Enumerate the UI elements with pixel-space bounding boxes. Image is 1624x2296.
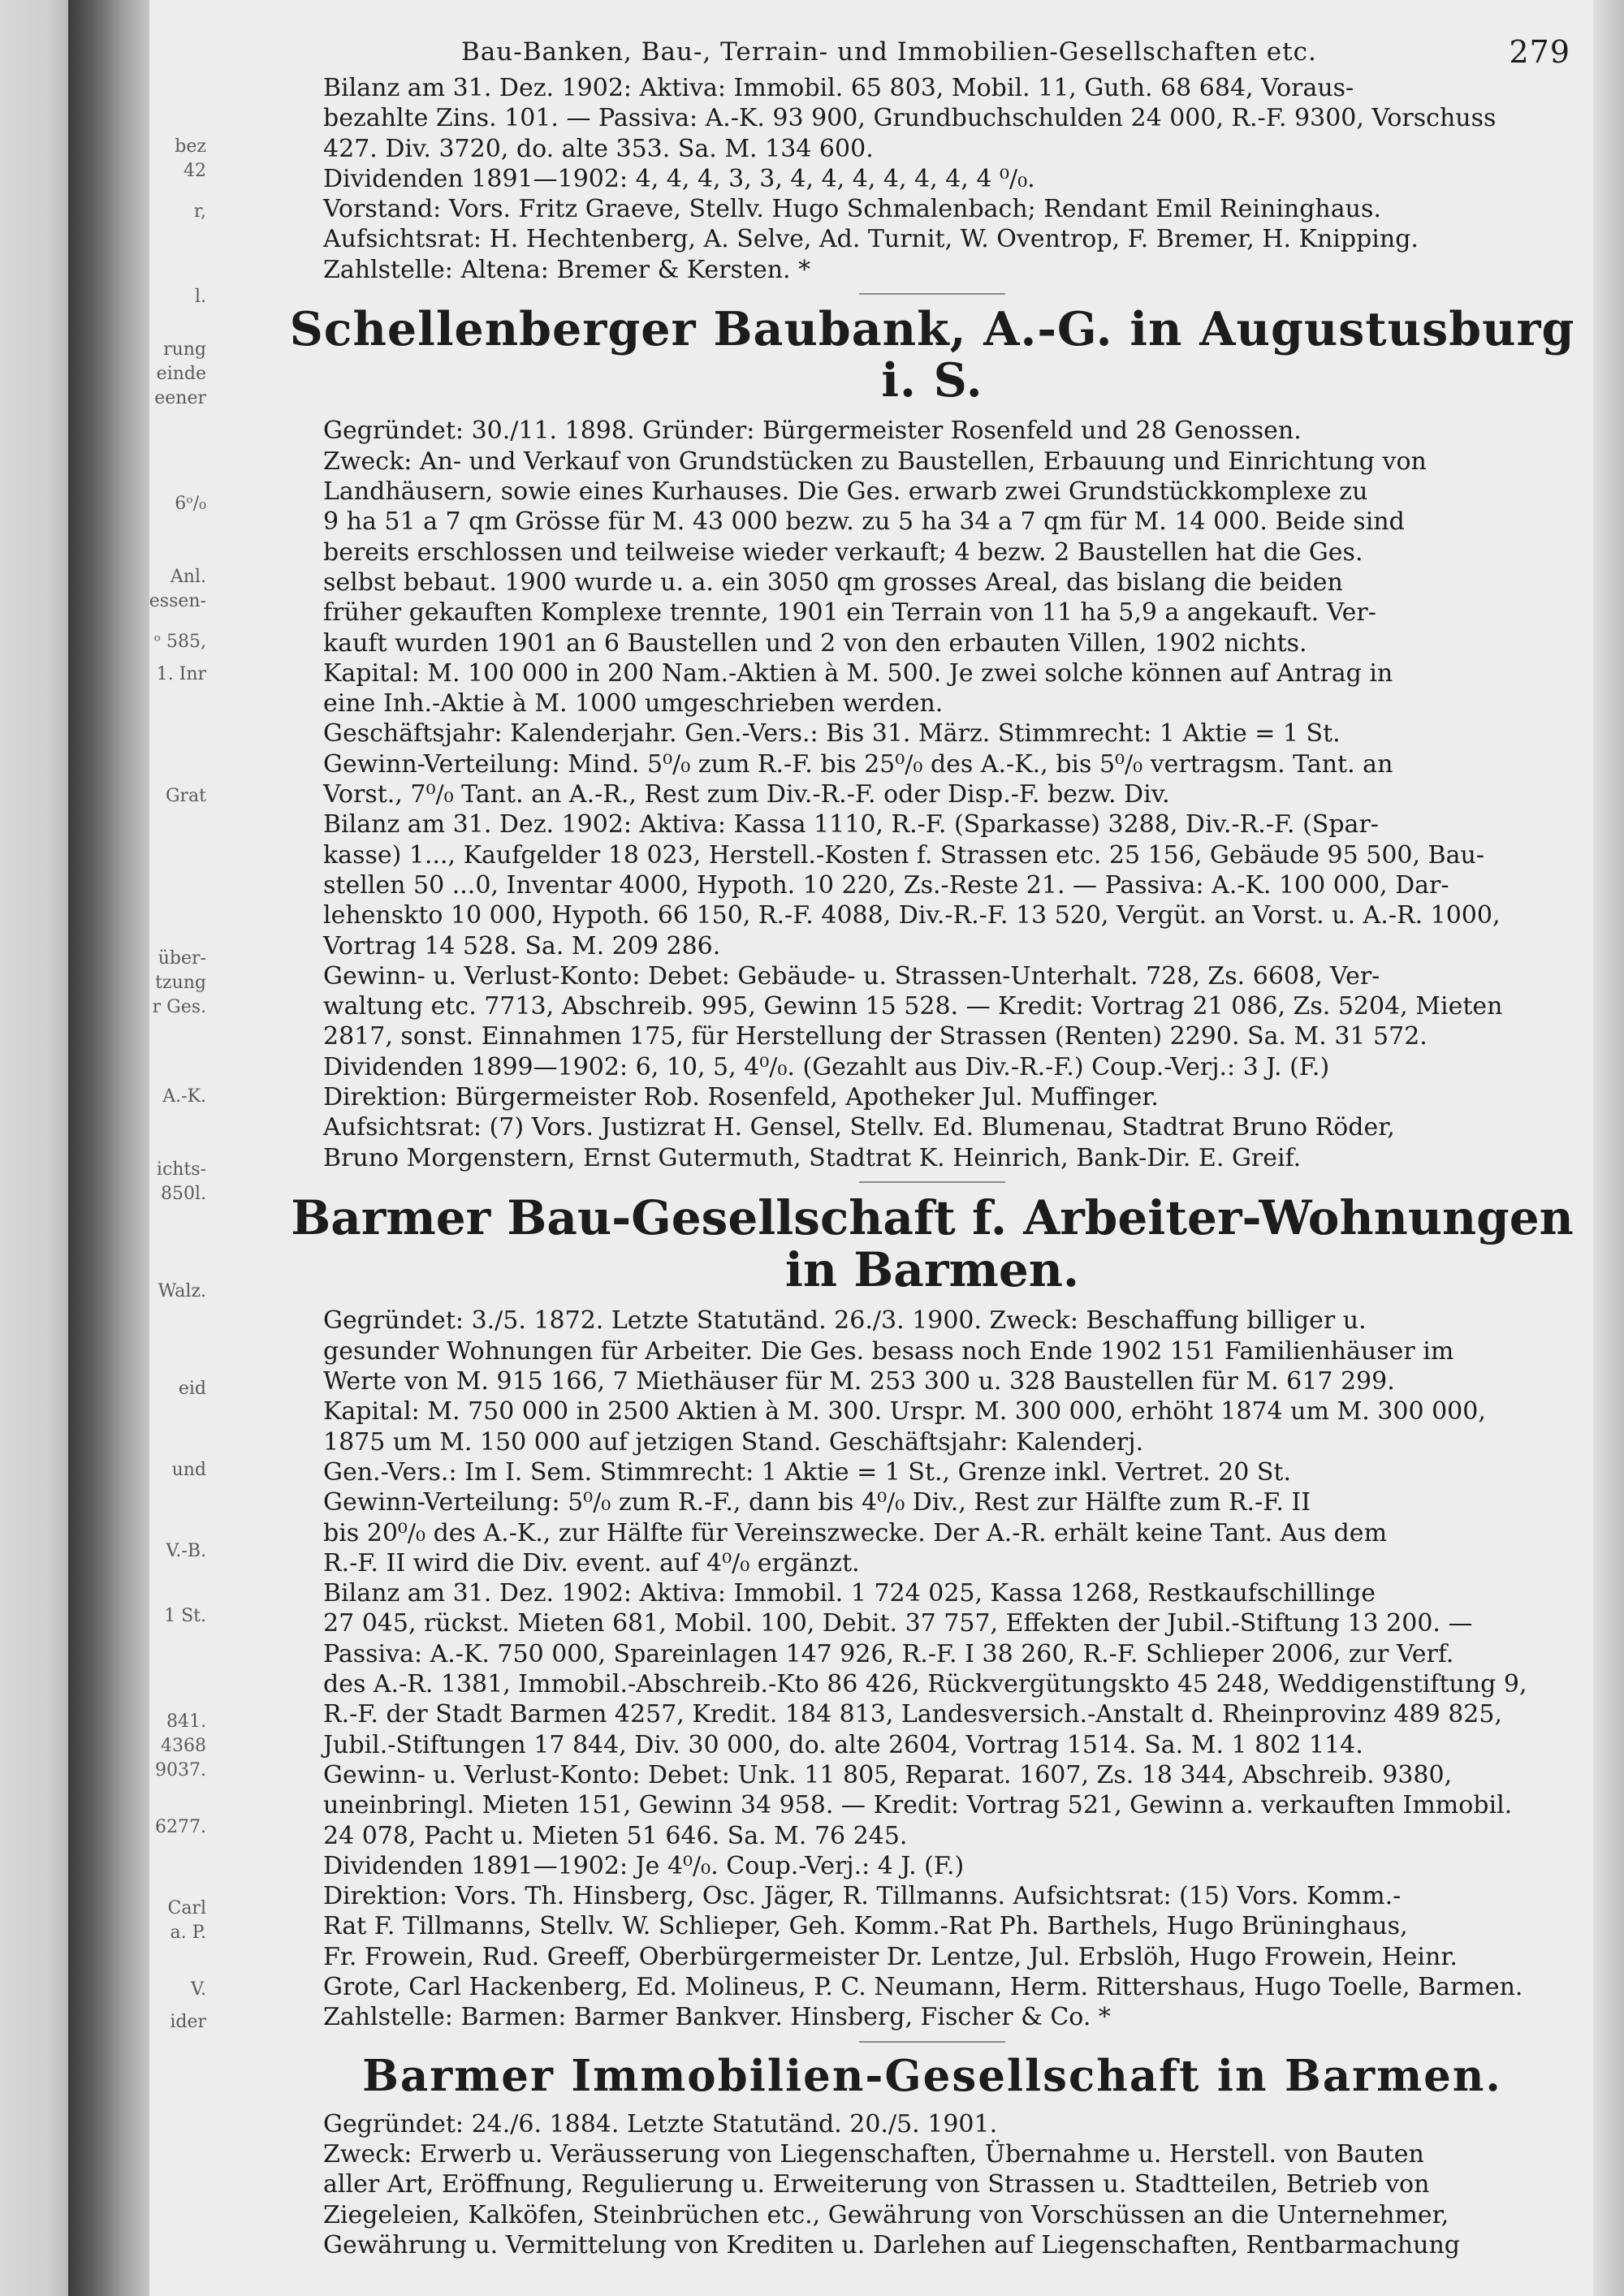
previous-column-fragment: 9037. [155,1760,206,1780]
text-line: Gewährung u. Vermittelung von Krediten u. Darlehen auf Liegenschaften, Rentbarmachung [323,2231,1460,2260]
text-line: 427. Div. 3720, do. alte 353. Sa. M. 134 600. [323,134,874,163]
entry-1-continuation [289,73,1575,285]
text-line: Bilanz am 31. Dez. 1902: Aktiva: Immobil. 1 724 025, Kassa 1268, Restkaufschillinge [323,1579,1376,1608]
text-line: Bilanz am 31. Dez. 1902: Aktiva: Kassa 1110, R.-F. (Sparkasse) 3288, Div.-R.-F. (Spar- [323,810,1379,839]
text-line: R.-F. II wird die Div. event. auf 4⁰/₀ ergänzt. [323,1548,860,1577]
previous-column-fragment: r Ges. [152,997,206,1017]
previous-column-fragment: eener [154,388,206,408]
text-line: Werte von M. 915 166, 7 Miethäuser für M. 253 300 u. 328 Baustellen für M. 617 299. [323,1367,1395,1396]
text-line: Zahlstelle: Barmen: Barmer Bankver. Hinsberg, Fischer & Co. * [323,2003,1111,2032]
text-line: Bruno Morgenstern, Ernst Gutermuth, Stadtrat K. Heinrich, Bank-Dir. E. Greif. [323,1143,1302,1172]
previous-column-fragment: ᵒ 585, [153,632,206,652]
text-line: bezahlte Zins. 101. — Passiva: A.-K. 93 900, Grundbuchschulden 24 000, R.-F. 9300, Vorschuss [323,104,1497,133]
text-line: uneinbringl. Mieten 151, Gewinn 34 958. — Kredit: Vortrag 521, Gewinn a. verkauften Immobil. [323,1791,1513,1820]
text-line: Gegründet: 3./5. 1872. Letzte Statutänd. 26./3. 1900. Zweck: Beschaffung billiger u. [323,1306,1367,1336]
previous-column-fragment: 850l. [160,1184,206,1204]
text-line: stellen 50 ...0, Inventar 4000, Hypoth. 10 220, Zs.-Reste 21. — Passiva: A.-K. 100 000, Dar- [323,870,1449,900]
text-line: Dividenden 1891—1902: Je 4⁰/₀. Coup.-Verj.: 4 J. (F.) [323,1851,965,1880]
text-line: Fr. Frowein, Rud. Greeff, Oberbürgermeister Dr. Lentze, Jul. Erbslöh, Hugo Frowein, Heinr. [323,1942,1458,1971]
text-line: Ziegeleien, Kalköfen, Steinbrüchen etc., Gewährung von Vorschüssen an die Unternehmer, [323,2200,1449,2229]
previous-column-fragment: l. [194,287,206,307]
text-line: Gewinn-Verteilung: 5⁰/₀ zum R.-F., dann bis 4⁰/₀ Div., Rest zur Hälfte zum R.-F. II [323,1488,1311,1517]
running-head-title: Bau-Banken, Bau-, Terrain- und Immobilien-Gesellschaften etc. [461,37,1317,67]
text-line: 27 045, rückst. Mieten 681, Mobil. 100, Debit. 37 757, Effekten der Jubil.-Stiftung 13 200. — [323,1609,1473,1638]
previous-column-fragment: A.-K. [162,1086,206,1107]
previous-column-fragments [149,114,211,2265]
previous-column-fragment: 6277. [155,1817,206,1837]
text-line: des A.-R. 1381, Immobil.-Abschreib.-Kto 86 426, Rückvergütungskto 45 248, Weddigenstiftung 9, [323,1670,1527,1699]
text-line: 24 078, Pacht u. Mieten 51 646. Sa. M. 76 245. [323,1821,908,1850]
text-line: Jubil.-Stiftungen 17 844, Div. 30 000, do. alte 2604, Vortrag 1514. Sa. M. 1 802 114. [323,1730,1363,1759]
text-line: Vorstand: Vors. Fritz Graeve, Stellv. Hugo Schmalenbach; Rendant Emil Reininghaus. [323,195,1381,224]
text-line: Gewinn-Verteilung: Mind. 5⁰/₀ zum R.-F. bis 25⁰/₀ des A.-K., bis 5⁰/₀ vertragsm. Tant. an [323,749,1393,779]
previous-column-fragment: Grat [165,786,206,806]
text-line: Zweck: Erwerb u. Veräusserung von Liegenschaften, Übernahme u. Herstell. von Bauten [323,2140,1424,2169]
entry-2-body [289,416,1575,1172]
page-right-edge [1593,0,1624,2296]
previous-column-fragment: Walz. [158,1281,206,1301]
previous-column-fragment: Carl [167,1898,206,1918]
entry-heading: Barmer Bau-Gesellschaft f. Arbeiter-Wohnungen in Barmen. [291,1189,1574,1297]
text-line: Passiva: A.-K. 750 000, Spareinlagen 147 926, R.-F. I 38 260, R.-F. Schlieper 2006, zur Verf. [323,1639,1454,1668]
text-line: bereits erschlossen und teilweise wieder verkauft; 4 bezw. 2 Baustellen hat die Ges. [323,537,1363,567]
text-line: Aufsichtsrat: (7) Vors. Justizrat H. Gensel, Stellv. Ed. Blumenau, Stadtrat Bruno Röder, [323,1113,1395,1142]
previous-column-fragment: 1. Inr [156,664,206,684]
text-line: Dividenden 1891—1902: 4, 4, 4, 3, 3, 4, 4, 4, 4, 4, 4, 4 ⁰/₀. [323,164,1035,193]
entry-3-body [289,1306,1575,2032]
text-line: Zahlstelle: Altena: Bremer & Kersten. * [323,255,811,284]
text-line: Gegründet: 24./6. 1884. Letzte Statutänd. 20./5. 1901. [323,2109,998,2138]
page-content [289,32,1575,2273]
text-line: Geschäftsjahr: Kalenderjahr. Gen.-Vers.: Bis 31. März. Stimmrecht: 1 Aktie = 1 St. [323,719,1341,749]
section-divider [859,1181,1005,1183]
entry-4-body [289,2109,1575,2260]
text-line: kasse) 1..., Kaufgelder 18 023, Herstell.-Kosten f. Strassen etc. 25 156, Gebäude 95 500, Bau- [323,840,1484,870]
section-divider [859,293,1005,295]
text-line: R.-F. der Stadt Barmen 4257, Kredit. 184 813, Landesversich.-Anstalt d. Rheinprovinz 489 825, [323,1700,1502,1729]
text-line: Aufsichtsrat: H. Hechtenberg, A. Selve, Ad. Turnit, W. Oventrop, F. Bremer, H. Knipping. [323,225,1419,254]
previous-column-fragment: r, [193,201,206,222]
text-line: früher gekauften Komplexe trennte, 1901 ein Terrain von 11 ha 5,9 a angekauft. Ver- [323,598,1376,628]
text-line: Rat F. Tillmanns, Stellv. W. Schlieper, Geh. Komm.-Rat Ph. Barthels, Hugo Brüninghaus, [323,1912,1408,1941]
text-line: Grote, Carl Hackenberg, Ed. Molineus, P. C. Neumann, Herm. Rittershaus, Hugo Toelle, Barmen. [323,1973,1523,2001]
section-divider [859,2041,1005,2043]
previous-column-fragment: a. P. [170,1923,206,1943]
previous-column-fragment: über- [158,948,206,969]
previous-column-fragment: 1 St. [164,1606,206,1626]
text-line: Vorst., 7⁰/₀ Tant. an A.-R., Rest zum Div.-R.-F. oder Disp.-F. bezw. Div. [323,780,1170,809]
entry-heading: Barmer Immobilien-Gesellschaft in Barmen. [362,2050,1502,2101]
page-number: 279 [1509,34,1570,70]
previous-column-fragment: 6ᵒ/₀ [175,494,206,514]
previous-column-fragment: 4368 [161,1736,206,1756]
text-line: Landhäusern, sowie eines Kurhauses. Die Ges. erwarb zwei Grundstückkomplexe zu [323,477,1368,507]
previous-column-fragment: V. [190,1979,206,2000]
text-line: Vortrag 14 528. Sa. M. 209 286. [323,931,721,960]
text-line: 2817, sonst. Einnahmen 175, für Herstellung der Strassen (Renten) 2290. Sa. M. 31 572. [323,1022,1427,1051]
previous-column-fragment: Anl. [170,567,206,587]
text-line: eine Inh.-Aktie à M. 1000 umgeschrieben werden. [323,689,944,719]
previous-column-fragment: essen- [149,591,206,611]
text-line: waltung etc. 7713, Abschreib. 995, Gewinn 15 528. — Kredit: Vortrag 21 086, Zs. 5204, Mieten [323,992,1503,1021]
adjacent-page-edge [0,0,68,2296]
entry-heading: Schellenberger Baubank, A.-G. in Augustusburg i. S. [289,302,1575,408]
text-line: kauft wurden 1901 an 6 Baustellen und 2 von den erbauten Villen, 1902 nichts. [323,628,1307,658]
text-line: bis 20⁰/₀ des A.-K., zur Hälfte für Vereinszwecke. Der A.-R. erhält keine Tant. Aus dem [323,1518,1388,1547]
text-line: Zweck: An- und Verkauf von Grundstücken zu Baustellen, Erbauung und Einrichtung von [323,447,1427,476]
text-line: aller Art, Eröffnung, Regulierung u. Erweiterung von Strassen u. Stadtteilen, Betrieb von [323,2170,1430,2199]
text-line: Gewinn- u. Verlust-Konto: Debet: Gebäude- u. Strassen-Unterhalt. 728, Zs. 6608, Ver- [323,961,1380,990]
previous-column-fragment: V.-B. [166,1541,206,1561]
text-line: Gegründet: 30./11. 1898. Gründer: Bürgermeister Rosenfeld und 28 Genossen. [323,416,1302,446]
text-line: Kapital: M. 100 000 in 200 Nam.-Aktien à M. 500. Je zwei solche können auf Antrag in [323,658,1393,688]
text-line: selbst bebaut. 1900 wurde u. a. ein 3050 qm grosses Areal, das bislang die beiden [323,568,1343,597]
text-line: Direktion: Bürgermeister Rob. Rosenfeld, Apotheker Jul. Muffinger. [323,1082,1159,1111]
text-line: Gen.-Vers.: Im I. Sem. Stimmrecht: 1 Aktie = 1 St., Grenze inkl. Vertret. 20 St. [323,1457,1292,1487]
text-line: lehenskto 10 000, Hypoth. 66 150, R.-F. 4088, Div.-R.-F. 13 520, Vergüt. an Vorst. u. A.-R. 1000, [323,901,1501,930]
previous-column-fragment: eid [178,1379,206,1399]
text-line: 9 ha 51 a 7 qm Grösse für M. 43 000 bezw. zu 5 ha 34 a 7 qm für M. 14 000. Beide sind [323,507,1405,537]
text-line: Dividenden 1899—1902: 6, 10, 5, 4⁰/₀. (Gezahlt aus Div.-R.-F.) Coup.-Verj.: 3 J. (F.) [323,1052,1330,1081]
previous-column-fragment: ider [170,2012,206,2032]
previous-column-fragment: 42 [184,161,206,181]
book-gutter-shadow [68,0,149,2296]
running-head [289,32,1575,73]
text-line: Bilanz am 31. Dez. 1902: Aktiva: Immobil. 65 803, Mobil. 11, Guth. 68 684, Voraus- [323,74,1354,102]
previous-column-fragment: bez [175,136,206,157]
text-line: Kapital: M. 750 000 in 2500 Aktien à M. 300. Urspr. M. 300 000, erhöht 1874 um M. 300 000, [323,1397,1486,1426]
text-line: gesunder Wohnungen für Arbeiter. Die Ges. besass noch Ende 1902 151 Familienhäuser im [323,1336,1454,1366]
previous-column-fragment: 841. [166,1711,206,1732]
text-line: 1875 um M. 150 000 auf jetzigen Stand. Geschäftsjahr: Kalenderj. [323,1427,1144,1457]
previous-column-fragment: und [171,1460,206,1480]
previous-column-fragment: einde [156,364,206,384]
previous-column-fragment: ichts- [156,1159,206,1180]
text-line: Direktion: Vors. Th. Hinsberg, Osc. Jäger, R. Tillmanns. Aufsichtsrat: (15) Vors. Komm.- [323,1882,1402,1911]
previous-column-fragment: rung [163,339,206,360]
previous-column-fragment: tzung [155,973,206,993]
page-sheet [149,0,1593,2296]
text-line: Gewinn- u. Verlust-Konto: Debet: Unk. 11 805, Reparat. 1607, Zs. 18 344, Abschreib. 9380, [323,1760,1453,1789]
